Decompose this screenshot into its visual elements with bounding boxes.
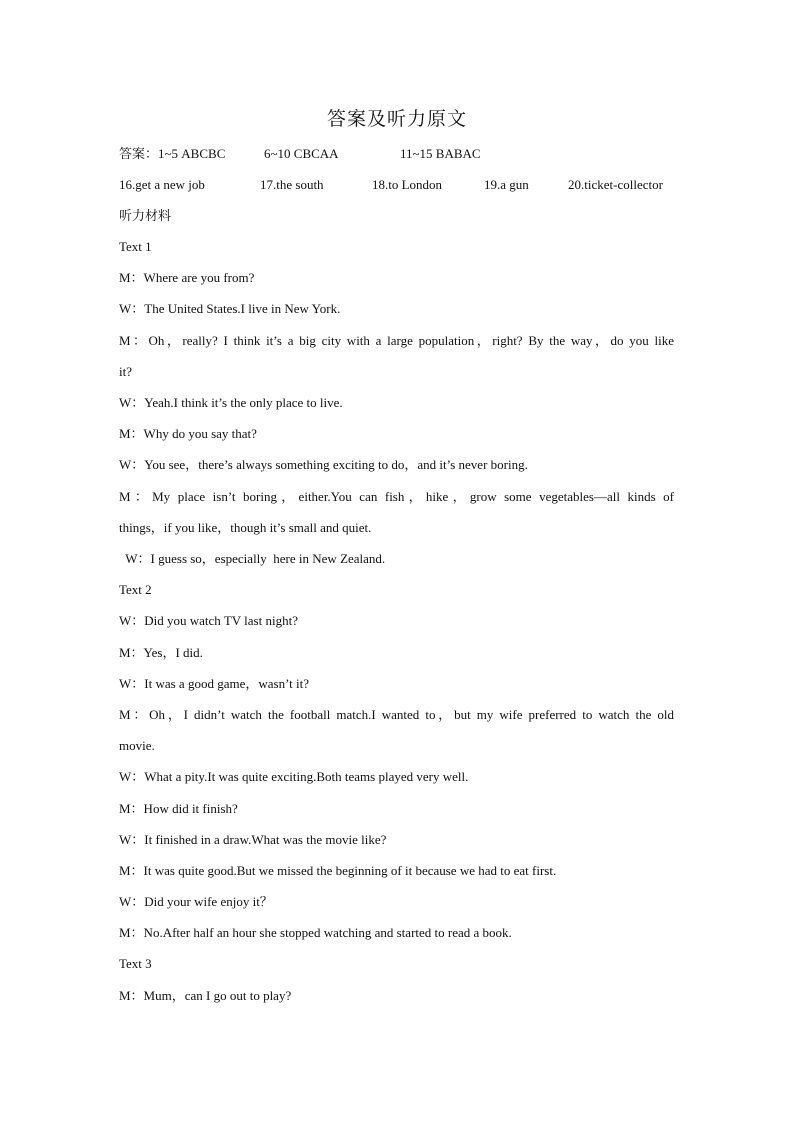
text-heading: Text 3 xyxy=(119,956,152,971)
dialogue-line: W：What a pity.It was quite exciting.Both teams played very well. xyxy=(119,769,469,784)
dialogue-line: it? xyxy=(119,364,132,379)
dialogue-line: things，if you like，though it’s small and quiet. xyxy=(119,520,372,535)
answer-group: 6~10 CBCAA xyxy=(264,146,339,161)
dialogue-line: W：Did your wife enjoy it？ xyxy=(119,894,273,909)
dialogue-line: M：Mum，can I go out to play? xyxy=(119,988,292,1003)
answer-group: 1~5 ABCBC xyxy=(158,146,226,161)
answers-row1-label-and-group1 xyxy=(119,146,225,162)
dialogue-line: W：It finished in a draw.What was the movie like? xyxy=(119,832,387,847)
dialogue-line: W：Did you watch TV last night? xyxy=(119,613,298,628)
dialogue-line: W：Yeah.I think it’s the only place to live. xyxy=(119,395,343,410)
dialogue-line: M：Where are you from? xyxy=(119,270,255,285)
dialogue-line: M：It was quite good.But we missed the beginning of it because we had to eat first. xyxy=(119,863,557,878)
dialogue-line: M：No.After half an hour she stopped watching and started to read a book. xyxy=(119,925,512,940)
answer-group: 11~15 BABAC xyxy=(400,146,481,161)
answer-item: 16.get a new job xyxy=(119,177,205,192)
dialogue-line: M：How did it finish? xyxy=(119,801,238,816)
answer-item: 20.ticket-collector xyxy=(568,177,663,192)
dialogue-line: W：You see，there’s always something exciting to do，and it’s never boring. xyxy=(119,457,528,472)
section-heading: 听力材料 xyxy=(119,208,172,223)
answer-item: 19.a gun xyxy=(484,177,529,192)
dialogue-line: movie. xyxy=(119,738,155,753)
dialogue-line: W：It was a good game，wasn’t it? xyxy=(119,676,310,691)
dialogue-line: W：I guess so，especially here in New Zealand. xyxy=(119,551,386,566)
text-heading: Text 2 xyxy=(119,582,152,597)
dialogue-line: M：My place isn’t boring，either.You can fish，hike，grow some vegetables—all kinds of xyxy=(119,489,674,504)
text-heading: Text 1 xyxy=(119,239,152,254)
dialogue-line: M：Yes，I did. xyxy=(119,645,203,660)
answer-item: 18.to London xyxy=(372,177,443,192)
answer-item: 17.the south xyxy=(260,177,324,192)
dialogue-line: W：The United States.I live in New York. xyxy=(119,301,341,316)
dialogue-line: M：Oh，really? I think it’s a big city with a large population，right? By the way，do you like xyxy=(119,333,674,348)
dialogue-line: M：Why do you say that? xyxy=(119,426,257,441)
page-title: 答案及听力原文 xyxy=(326,109,467,130)
answers-label: 答案： xyxy=(119,146,159,161)
dialogue-line: M：Oh，I didn’t watch the football match.I wanted to，but my wife preferred to watch the old xyxy=(119,707,674,722)
